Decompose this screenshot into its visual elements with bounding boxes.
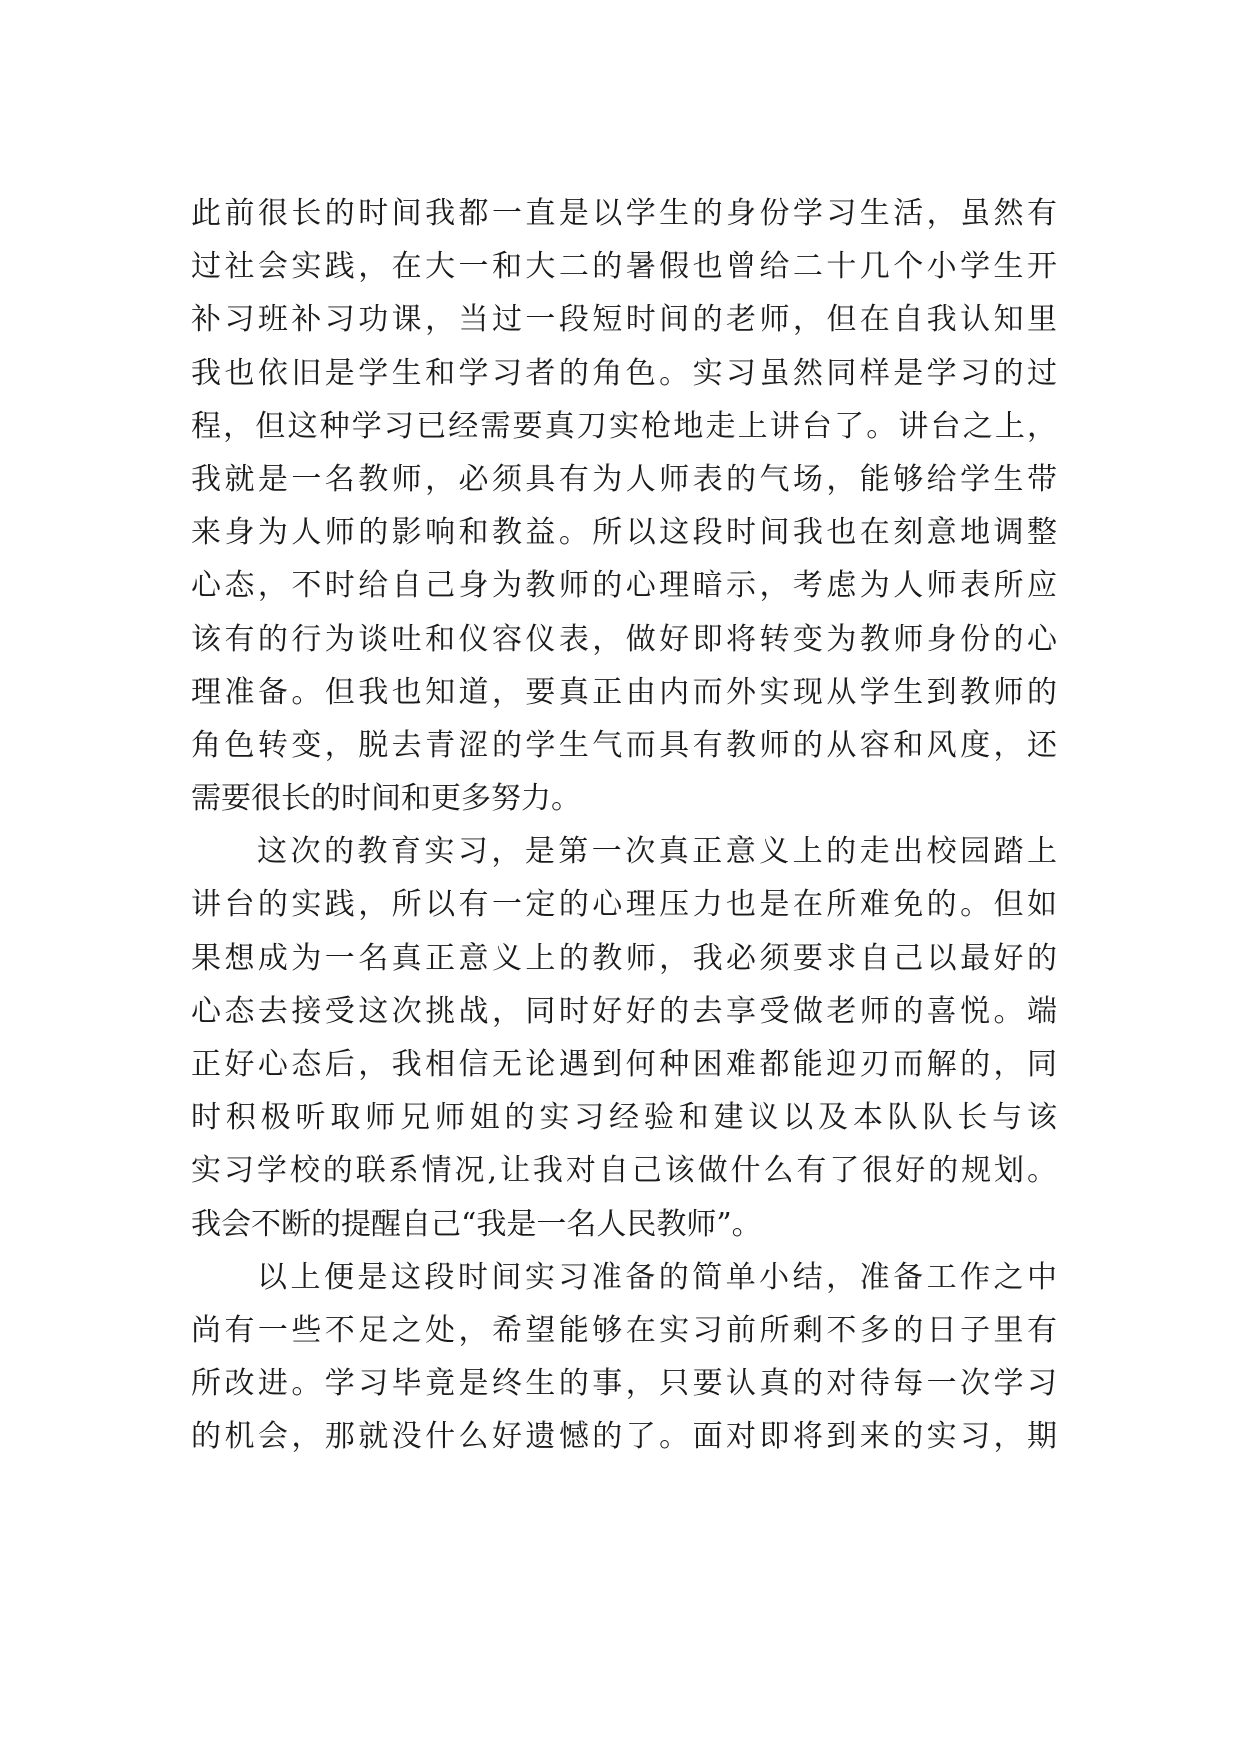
text-line: 该有的行为谈吐和仪容仪表，做好即将转变为教师身份的心 [191, 621, 1057, 657]
paragraph [191, 825, 1057, 1251]
text-line: 补习班补习功课，当过一段短时间的老师，但在自我认知里 [191, 302, 1057, 338]
text-line: 讲台的实践，所以有一定的心理压力也是在所难免的。但如 [191, 887, 1057, 923]
text-line: 理准备。但我也知道，要真正由内而外实现从学生到教师的 [191, 674, 1057, 710]
text-line: 的机会，那就没什么好遗憾的了。面对即将到来的实习，期 [191, 1419, 1057, 1455]
text-line: 心态去接受这次挑战，同时好好的去享受做老师的喜悦。端 [191, 993, 1057, 1029]
text-line: 我也依旧是学生和学习者的角色。实习虽然同样是学习的过 [191, 355, 1057, 391]
text-line: 时积极听取师兄师姐的实习经验和建议以及本队队长与该 [191, 1100, 1057, 1136]
text-line: 需要很长的时间和更多努力。 [191, 781, 581, 817]
text-line: 所改进。学习毕竟是终生的事，只要认真的对待每一次学习 [191, 1366, 1057, 1402]
text-line: 正好心态后，我相信无论遇到何种困难都能迎刃而解的，同 [191, 1047, 1057, 1082]
text-line: 过社会实践，在大一和大二的暑假也曾给二十几个小学生开 [191, 249, 1057, 285]
text-line: 角色转变，脱去青涩的学生气而具有教师的从容和风度，还 [191, 727, 1057, 763]
text-line: 我会不断的提醒自己“我是一名人民教师”。 [191, 1206, 762, 1242]
text-line: 果想成为一名真正意义上的教师，我必须要求自己以最好的 [191, 940, 1057, 976]
text-line: 这次的教育实习，是第一次真正意义上的走出校园踏上 [257, 834, 1057, 870]
text-line: 此前很长的时间我都一直是以学生的身份学习生活，虽然有 [191, 196, 1057, 231]
text-line: 尚有一些不足之处，希望能够在实习前所剩不多的日子里有 [191, 1312, 1057, 1348]
text-line: 心态，不时给自己身为教师的心理暗示，考虑为人师表所应 [191, 568, 1057, 604]
text-line: 实习学校的联系情况,让我对自己该做什么有了很好的规划。 [191, 1153, 1057, 1189]
document-body [191, 187, 1057, 1464]
text-line: 来身为人师的影响和教益。所以这段时间我也在刻意地调整 [191, 515, 1057, 551]
paragraph [191, 187, 1057, 825]
text-line: 程，但这种学习已经需要真刀实枪地走上讲台了。讲台之上， [191, 408, 1057, 444]
paragraph [191, 1251, 1057, 1464]
text-line: 以上便是这段时间实习准备的简单小结，准备工作之中 [257, 1259, 1057, 1295]
text-line: 我就是一名教师，必须具有为人师表的气场，能够给学生带 [191, 461, 1057, 497]
